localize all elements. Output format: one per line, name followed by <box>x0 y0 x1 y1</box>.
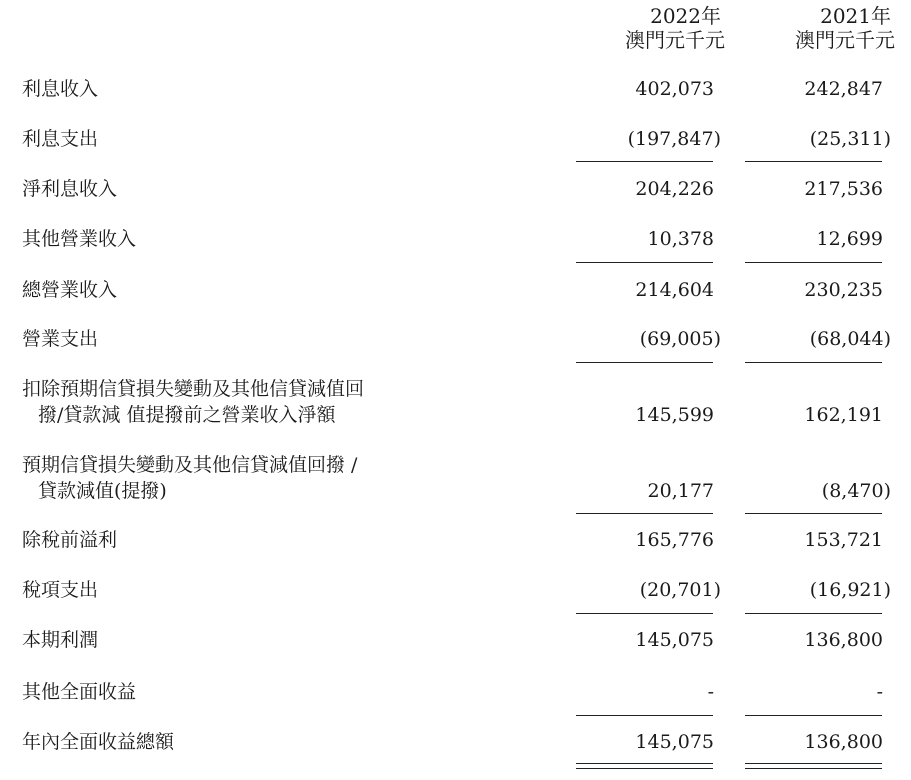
row-label-line1: 預期信貸損失變動及其他信貸減值回撥 / <box>22 454 358 476</box>
row-value-2021: (68,044) <box>809 328 891 350</box>
row-value-2022: - <box>707 681 714 703</box>
row-label-line2: 貸款減值(提撥) <box>38 480 167 502</box>
row-value-2021: (25,311) <box>809 128 891 150</box>
col-2022-unit: 澳門元千元 <box>625 28 725 52</box>
total-double-rule <box>745 763 882 769</box>
row-label: 利息支出 <box>22 128 99 150</box>
row-label: 本期利潤 <box>22 629 99 651</box>
subtotal-rule <box>745 715 882 716</box>
row-label: 其他營業收入 <box>22 228 137 250</box>
row-label: 稅項支出 <box>22 579 99 601</box>
row-value-2022: 145,599 <box>635 404 714 426</box>
row-value-2021: - <box>876 681 883 703</box>
row-value-2021: 136,800 <box>804 629 883 651</box>
subtotal-rule <box>576 161 713 162</box>
row-value-2022: 214,604 <box>635 279 714 301</box>
row-value-2022: 145,075 <box>635 731 714 753</box>
row-value-2022: 204,226 <box>635 178 714 200</box>
row-value-2022: (197,847) <box>627 128 721 150</box>
row-value-2022: 402,073 <box>635 78 714 100</box>
row-label-line1: 扣除預期信貸損失變動及其他信貸減值回 <box>22 378 365 400</box>
subtotal-rule <box>745 161 882 162</box>
row-value-2021: (16,921) <box>809 579 891 601</box>
row-value-2022: (69,005) <box>639 328 721 350</box>
row-label: 除稅前溢利 <box>22 529 118 551</box>
row-value-2021: (8,470) <box>821 480 891 502</box>
col-2021-year: 2021年 <box>820 4 891 28</box>
row-label-line2: 撥/貸款減 值提撥前之營業收入淨額 <box>38 404 336 426</box>
row-value-2021: 230,235 <box>804 279 883 301</box>
row-value-2021: 217,536 <box>804 178 883 200</box>
row-value-2022: (20,701) <box>639 579 721 601</box>
row-value-2021: 136,800 <box>804 731 883 753</box>
row-value-2021: 242,847 <box>804 78 883 100</box>
subtotal-rule <box>745 362 882 363</box>
subtotal-rule <box>576 613 713 614</box>
subtotal-rule <box>576 715 713 716</box>
row-value-2021: 12,699 <box>816 228 883 250</box>
subtotal-rule <box>576 262 713 263</box>
subtotal-rule <box>745 513 882 514</box>
row-value-2021: 153,721 <box>804 529 883 551</box>
col-2022-year: 2022年 <box>650 4 721 28</box>
row-value-2022: 10,378 <box>647 228 714 250</box>
subtotal-rule <box>745 613 882 614</box>
row-value-2021: 162,191 <box>804 404 883 426</box>
row-label: 總營業收入 <box>22 279 118 301</box>
row-label: 淨利息收入 <box>22 178 118 200</box>
row-label: 營業支出 <box>22 328 99 350</box>
row-label: 其他全面收益 <box>22 681 137 703</box>
total-double-rule <box>576 763 713 769</box>
row-value-2022: 165,776 <box>635 529 714 551</box>
row-label: 利息收入 <box>22 78 99 100</box>
row-label: 年內全面收益總額 <box>22 731 175 753</box>
row-value-2022: 20,177 <box>647 480 714 502</box>
subtotal-rule <box>745 262 882 263</box>
row-value-2022: 145,075 <box>635 629 714 651</box>
subtotal-rule <box>576 362 713 363</box>
subtotal-rule <box>576 513 713 514</box>
col-2021-unit: 澳門元千元 <box>795 28 895 52</box>
